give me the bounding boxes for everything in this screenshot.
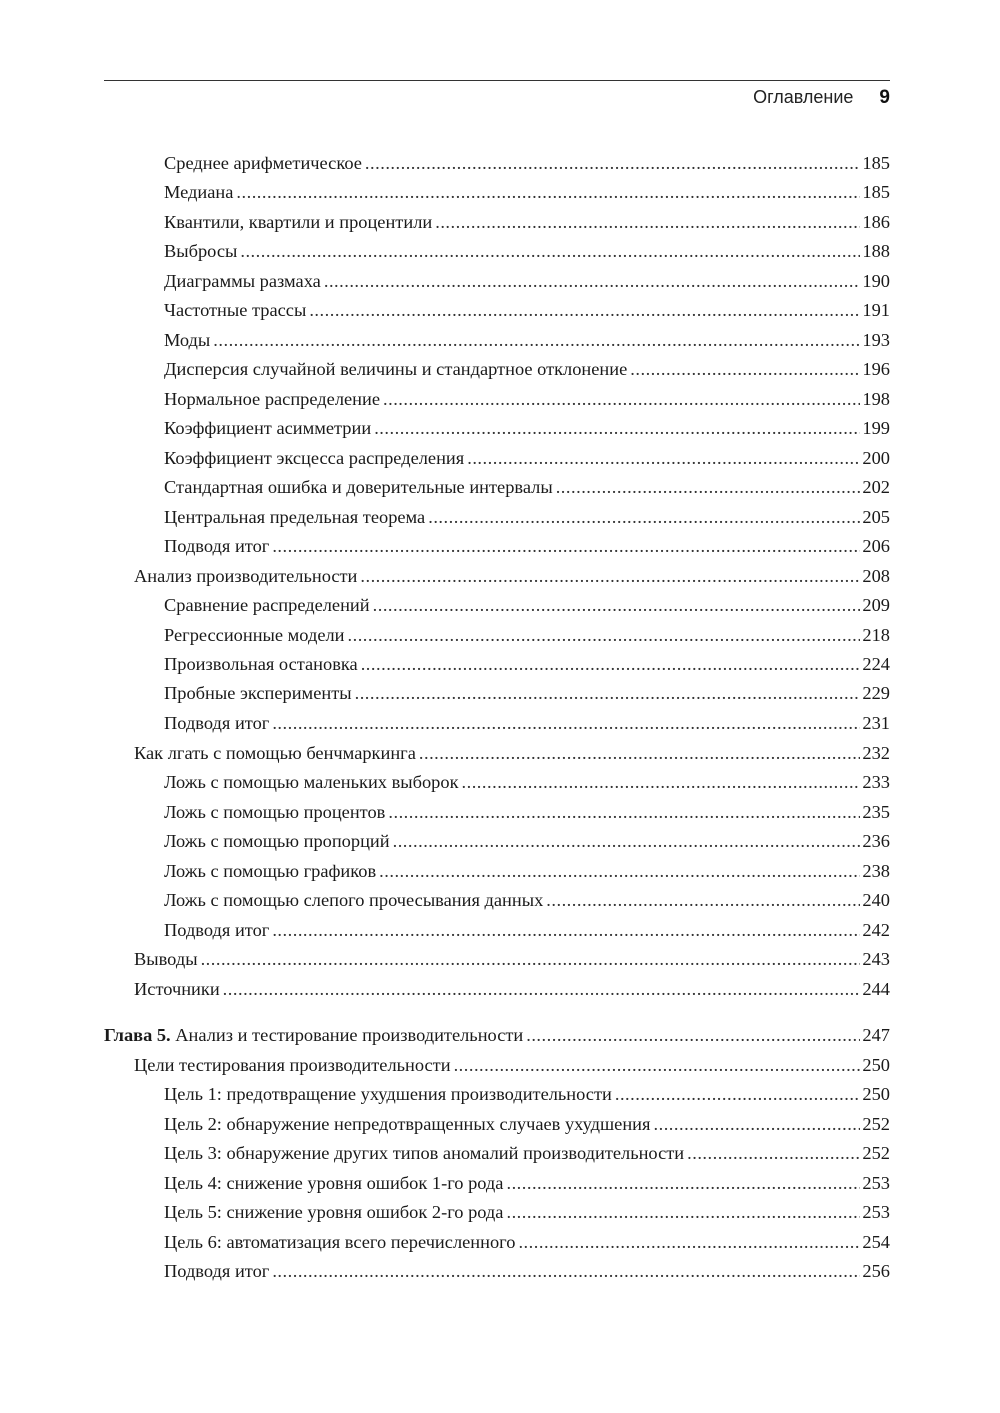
toc-entry[interactable] xyxy=(164,648,890,676)
toc-entry-title: Квантили, квартили и процентили xyxy=(164,212,433,232)
toc-entry-title: Коэффициент эксцесса распределения xyxy=(164,448,465,468)
toc-entry-page: 233 xyxy=(862,772,890,792)
toc-entry[interactable] xyxy=(164,796,890,824)
toc-entry[interactable] xyxy=(164,324,890,352)
toc-entry-page: 224 xyxy=(862,654,890,674)
toc-entry-page: 240 xyxy=(862,890,890,910)
toc-entry[interactable] xyxy=(134,1049,890,1077)
toc-dot-leader xyxy=(272,1259,860,1283)
toc-entry-page: 247 xyxy=(862,1025,890,1045)
toc-dot-leader xyxy=(361,652,861,676)
toc-dot-leader xyxy=(518,1230,860,1254)
toc-entry[interactable] xyxy=(164,884,890,912)
toc-entry-title: Дисперсия случайной величины и стандартное отклонение xyxy=(164,359,628,379)
toc-dot-leader xyxy=(213,328,860,352)
toc-entry[interactable] xyxy=(164,1255,890,1283)
toc-dot-leader xyxy=(419,741,861,765)
toc-entry-page: 256 xyxy=(862,1261,890,1281)
toc-entry-title: Нормальное распределение xyxy=(164,389,380,409)
toc-dot-leader xyxy=(272,711,860,735)
toc-dot-leader xyxy=(556,475,861,499)
toc-entry[interactable] xyxy=(134,973,890,1001)
toc-entry-page: 242 xyxy=(862,920,890,940)
toc-entry-page: 235 xyxy=(862,802,890,822)
toc-entry-page: 254 xyxy=(862,1232,890,1252)
toc-entry-page: 232 xyxy=(862,743,890,763)
toc-entry[interactable] xyxy=(164,442,890,470)
toc-entry-page: 253 xyxy=(862,1202,890,1222)
toc-entry-page: 191 xyxy=(862,300,890,320)
toc-entry[interactable] xyxy=(164,353,890,381)
toc-entry[interactable] xyxy=(164,383,890,411)
toc-entry-page: 238 xyxy=(862,861,890,881)
toc-dot-leader xyxy=(454,1053,861,1077)
toc-entry-title: Ложь с помощью процентов xyxy=(164,802,386,822)
toc-dot-leader xyxy=(355,681,861,705)
toc-dot-leader xyxy=(360,564,860,588)
toc-dot-leader xyxy=(374,416,860,440)
running-header-title: Оглавление xyxy=(753,87,854,107)
toc-entry[interactable] xyxy=(134,943,890,971)
toc-entry-page: 190 xyxy=(862,271,890,291)
toc-dot-leader xyxy=(435,210,860,234)
toc-dot-leader xyxy=(467,446,860,470)
toc-dot-leader xyxy=(462,770,861,794)
toc-entry[interactable] xyxy=(164,1196,890,1224)
toc-entry-title: Диаграммы размаха xyxy=(164,271,321,291)
toc-entry-title: Цель 1: предотвращение ухудшения производительности xyxy=(164,1084,612,1104)
toc-dot-leader xyxy=(630,357,860,381)
toc-entry-title: Подводя итог xyxy=(164,713,270,733)
toc-entry-title: Пробные эксперименты xyxy=(164,683,352,703)
toc-entry-title: Анализ производительности xyxy=(134,566,358,586)
toc-entry-title: Среднее арифметическое xyxy=(164,153,362,173)
toc-dot-leader xyxy=(272,534,860,558)
toc-entry-title: Частотные трассы xyxy=(164,300,307,320)
toc-entry[interactable] xyxy=(164,471,890,499)
toc-entry-page: 199 xyxy=(862,418,890,438)
toc-dot-leader xyxy=(240,239,860,263)
toc-dot-leader xyxy=(223,977,861,1001)
toc-entry[interactable] xyxy=(164,1108,890,1136)
toc-chapter-entry[interactable] xyxy=(104,1019,890,1047)
toc-entry-page: 250 xyxy=(862,1055,890,1075)
header-rule xyxy=(104,80,890,81)
toc-entry[interactable] xyxy=(164,235,890,263)
toc-entry[interactable] xyxy=(164,412,890,440)
toc-entry[interactable] xyxy=(164,914,890,942)
toc-dot-leader xyxy=(393,829,861,853)
toc-entry-title: Подводя итог xyxy=(164,536,270,556)
toc-entry-page: 252 xyxy=(862,1143,890,1163)
toc-dot-leader xyxy=(654,1112,861,1136)
toc-entry-page: 218 xyxy=(862,625,890,645)
toc-entry[interactable] xyxy=(134,737,890,765)
toc-entry[interactable] xyxy=(164,766,890,794)
toc-entry[interactable] xyxy=(164,176,890,204)
toc-entry-title: Выбросы xyxy=(164,241,238,261)
toc-entry-title: Цели тестирования производительности xyxy=(134,1055,451,1075)
toc-entry[interactable] xyxy=(164,265,890,293)
toc-entry[interactable] xyxy=(164,825,890,853)
toc-entry-page: 185 xyxy=(862,182,890,202)
toc-entry-page: 206 xyxy=(862,536,890,556)
toc-entry-page: 243 xyxy=(862,949,890,969)
toc-entry-page: 209 xyxy=(862,595,890,615)
toc-entry-page: 250 xyxy=(862,1084,890,1104)
toc-entry-title: Как лгать с помощью бенчмаркинга xyxy=(134,743,416,763)
toc-entry[interactable] xyxy=(164,147,890,175)
toc-entry-title: Анализ и тестирование производительности xyxy=(175,1025,524,1045)
toc-entry-title: Моды xyxy=(164,330,211,350)
toc-entry-page: 205 xyxy=(862,507,890,527)
toc-entry-title: Цель 4: снижение уровня ошибок 1-го рода xyxy=(164,1173,504,1193)
toc-entry[interactable] xyxy=(164,206,890,234)
toc-entry-title: Сравнение распределений xyxy=(164,595,370,615)
toc-entry[interactable] xyxy=(164,589,890,617)
toc-entry-page: 200 xyxy=(862,448,890,468)
toc-dot-leader xyxy=(236,180,860,204)
toc-entry-title: Ложь с помощью пропорций xyxy=(164,831,390,851)
toc-entry-title: Медиана xyxy=(164,182,234,202)
toc-dot-leader xyxy=(272,918,860,942)
toc-entry-title: Произвольная остановка xyxy=(164,654,358,674)
page-number: 9 xyxy=(879,87,890,108)
toc-dot-leader xyxy=(324,269,861,293)
toc-entry-page: 236 xyxy=(862,831,890,851)
toc-entry-page: 231 xyxy=(862,713,890,733)
toc-entry-page: 253 xyxy=(862,1173,890,1193)
toc-entry-page: 193 xyxy=(862,330,890,350)
toc-entry[interactable] xyxy=(164,1137,890,1165)
toc-entry-title: Стандартная ошибка и доверительные интервалы xyxy=(164,477,553,497)
toc-entry-title: Подводя итог xyxy=(164,1261,270,1281)
running-header xyxy=(104,87,890,111)
toc-entry[interactable] xyxy=(164,1226,890,1254)
toc-dot-leader xyxy=(309,298,860,322)
toc-entry-page: 208 xyxy=(862,566,890,586)
toc-dot-leader xyxy=(506,1171,860,1195)
toc-dot-leader xyxy=(526,1023,860,1047)
toc-entry[interactable] xyxy=(164,1167,890,1195)
toc-entry-page: 202 xyxy=(862,477,890,497)
toc-entry[interactable] xyxy=(164,294,890,322)
toc-entry-title: Центральная предельная теорема xyxy=(164,507,426,527)
toc-entry-title: Регрессионные модели xyxy=(164,625,345,645)
toc-entry-page: 188 xyxy=(862,241,890,261)
toc-entry-page: 185 xyxy=(862,153,890,173)
toc-entry-title: Ложь с помощью маленьких выборок xyxy=(164,772,459,792)
toc-entry-title: Коэффициент асимметрии xyxy=(164,418,372,438)
toc-dot-leader xyxy=(365,151,860,175)
toc-dot-leader xyxy=(348,623,861,647)
toc-entry-title: Ложь с помощью слепого прочесывания данных xyxy=(164,890,544,910)
toc-entry-title: Источники xyxy=(134,979,220,999)
toc-chapter-label: Глава 5. xyxy=(104,1025,171,1045)
toc-dot-leader xyxy=(546,888,860,912)
toc-entry-title: Цель 2: обнаружение непредотвращенных случаев ухудшения xyxy=(164,1114,651,1134)
toc-entry[interactable] xyxy=(164,501,890,529)
toc-entry[interactable] xyxy=(164,707,890,735)
toc-dot-leader xyxy=(687,1141,860,1165)
toc-dot-leader xyxy=(379,859,860,883)
toc-dot-leader xyxy=(615,1082,861,1106)
toc-dot-leader xyxy=(506,1200,860,1224)
toc-entry-title: Ложь с помощью графиков xyxy=(164,861,377,881)
toc-entry-page: 196 xyxy=(862,359,890,379)
toc-entry-page: 229 xyxy=(862,683,890,703)
toc-entry[interactable] xyxy=(164,677,890,705)
toc-entry-page: 186 xyxy=(862,212,890,232)
toc-entry[interactable] xyxy=(164,1078,890,1106)
toc-entry[interactable] xyxy=(164,530,890,558)
toc-dot-leader xyxy=(428,505,860,529)
toc-dot-leader xyxy=(388,800,860,824)
toc-entry-title: Цель 3: обнаружение других типов аномалий производительности xyxy=(164,1143,685,1163)
toc-entry-title: Цель 5: снижение уровня ошибок 2-го рода xyxy=(164,1202,504,1222)
toc-entry[interactable] xyxy=(164,619,890,647)
toc-entry-page: 198 xyxy=(862,389,890,409)
toc-entry[interactable] xyxy=(134,560,890,588)
toc-dot-leader xyxy=(201,947,861,971)
toc-dot-leader xyxy=(383,387,860,411)
toc-entry-title: Подводя итог xyxy=(164,920,270,940)
toc-entry[interactable] xyxy=(164,855,890,883)
toc-entry-page: 244 xyxy=(862,979,890,999)
toc-entry-title: Цель 6: автоматизация всего перечисленного xyxy=(164,1232,516,1252)
toc-entry-title: Выводы xyxy=(134,949,198,969)
toc-dot-leader xyxy=(373,593,861,617)
toc-entry-page: 252 xyxy=(862,1114,890,1134)
